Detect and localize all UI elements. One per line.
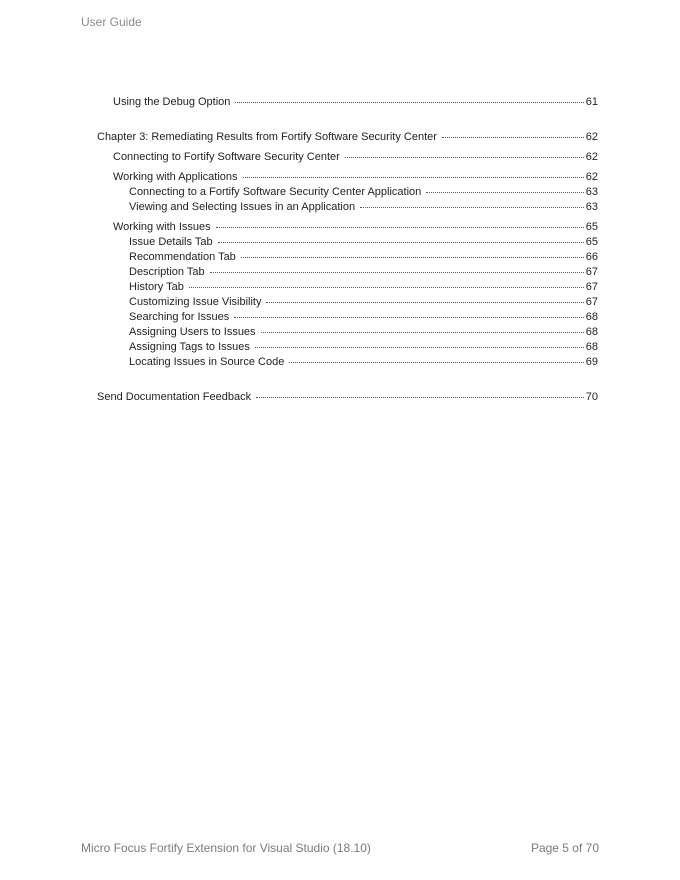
toc-entry-page: 62: [585, 171, 598, 183]
toc-entry-label: Issue Details Tab: [129, 236, 213, 248]
dot-leader: [210, 272, 584, 273]
dot-leader: [360, 207, 584, 208]
dot-leader: [261, 332, 584, 333]
toc-entry-page: 63: [585, 201, 598, 213]
toc-entry-label: Recommendation Tab: [129, 251, 236, 263]
toc-entry-connecting-to-ssc[interactable]: [113, 150, 598, 164]
toc-entry-description-tab[interactable]: [129, 265, 598, 279]
dot-leader: [442, 137, 584, 138]
toc-entry-assigning-tags[interactable]: [129, 340, 598, 354]
toc-entry-label: Working with Applications: [113, 171, 238, 183]
page-header-title: User Guide: [81, 15, 142, 29]
toc-entry-page: 61: [585, 96, 598, 108]
dot-leader: [241, 257, 584, 258]
toc-entry-page: 69: [585, 356, 598, 368]
toc-entry-label: Send Documentation Feedback: [97, 391, 252, 403]
dot-leader: [234, 317, 583, 318]
dot-leader: [216, 227, 584, 228]
toc-entry-chapter-3[interactable]: [97, 130, 598, 144]
dot-leader: [256, 397, 584, 398]
toc-entry-viewing-selecting-issues[interactable]: [129, 200, 598, 214]
toc-entry-label: Customizing Issue Visibility: [129, 296, 262, 308]
dot-leader: [255, 347, 584, 348]
dot-leader: [426, 192, 583, 193]
toc-entry-connecting-to-ssc-application[interactable]: [129, 185, 598, 199]
toc-entry-customizing-issue-visibility[interactable]: [129, 295, 598, 309]
toc-entry-label: Chapter 3: Remediating Results from Fortify Software Security Center: [97, 131, 437, 143]
footer-product-name: Micro Focus Fortify Extension for Visual Studio (18.10): [81, 841, 371, 855]
toc-entry-using-debug-option[interactable]: [113, 95, 598, 109]
dot-leader: [266, 302, 583, 303]
dot-leader: [243, 177, 584, 178]
toc-entry-label: Connecting to Fortify Software Security Center: [113, 151, 340, 163]
toc-entry-label: Description Tab: [129, 266, 205, 278]
toc-entry-page: 62: [585, 151, 598, 163]
toc-entry-label: Searching for Issues: [129, 311, 230, 323]
toc-entry-page: 67: [585, 281, 598, 293]
dot-leader: [345, 157, 584, 158]
toc-entry-page: 65: [585, 221, 598, 233]
toc-entry-label: Connecting to a Fortify Software Security Center Application: [129, 186, 422, 198]
toc-entry-page: 67: [585, 266, 598, 278]
toc-entry-searching-for-issues[interactable]: [129, 310, 598, 324]
toc-entry-label: Assigning Users to Issues: [129, 326, 256, 338]
dot-leader: [289, 362, 583, 363]
dot-leader: [235, 102, 583, 103]
toc-entry-page: 68: [585, 326, 598, 338]
toc-entry-label: Assigning Tags to Issues: [129, 341, 250, 353]
dot-leader: [218, 242, 584, 243]
toc-entry-label: Viewing and Selecting Issues in an Application: [129, 201, 356, 213]
toc-entry-history-tab[interactable]: [129, 280, 598, 294]
toc-entry-label: Working with Issues: [113, 221, 211, 233]
toc-entry-label: Locating Issues in Source Code: [129, 356, 285, 368]
dot-leader: [189, 287, 584, 288]
toc-entry-page: 62: [585, 131, 598, 143]
toc-entry-page: 66: [585, 251, 598, 263]
toc-entry-label: Using the Debug Option: [113, 96, 231, 108]
toc-entry-page: 68: [585, 341, 598, 353]
toc-entry-page: 65: [585, 236, 598, 248]
toc-entry-send-feedback[interactable]: [97, 390, 598, 404]
toc-entry-page: 70: [585, 391, 598, 403]
toc-entry-recommendation-tab[interactable]: [129, 250, 598, 264]
toc-entry-working-with-issues[interactable]: [113, 220, 598, 234]
toc-entry-page: 63: [585, 186, 598, 198]
toc-entry-working-with-applications[interactable]: [113, 170, 598, 184]
toc-entry-assigning-users[interactable]: [129, 325, 598, 339]
toc-entry-locating-issues[interactable]: [129, 355, 598, 369]
toc-entry-issue-details-tab[interactable]: [129, 235, 598, 249]
footer-page-indicator: Page 5 of 70: [530, 841, 599, 855]
toc-entry-page: 67: [585, 296, 598, 308]
toc-entry-page: 68: [585, 311, 598, 323]
toc-entry-label: History Tab: [129, 281, 184, 293]
